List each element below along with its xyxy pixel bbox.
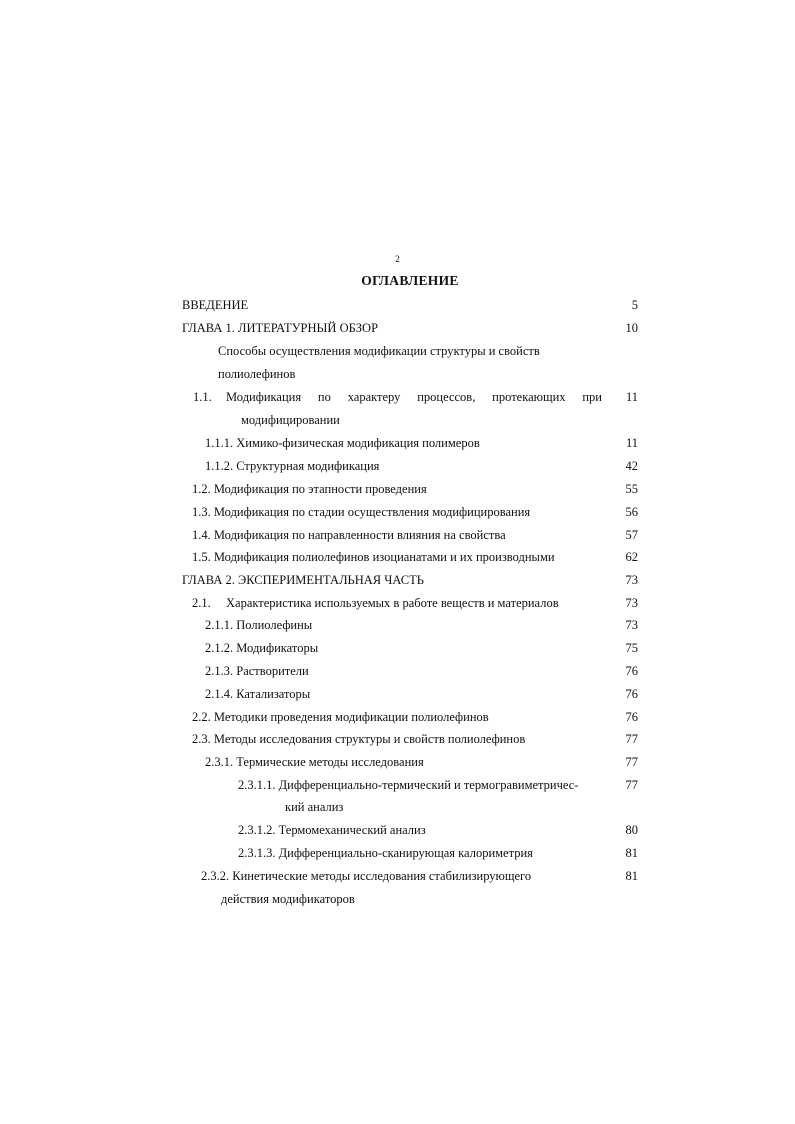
toc-page-chapter-2: 73 — [625, 573, 638, 587]
toc-entry-2-3-1-2: 2.3.1.2. Термомеханический анализ — [238, 823, 426, 837]
toc-entry-1-1-2: 1.1.2. Структурная модификация — [205, 459, 380, 473]
toc-entry-introduction: ВВЕДЕНИЕ — [182, 298, 249, 312]
toc-page-1-1-2: 42 — [625, 459, 638, 473]
toc-entry-2-1-number: 2.1. — [192, 596, 211, 610]
toc-entry-2-3-2-cont: действия модификаторов — [221, 892, 355, 906]
toc-entry-2-2: 2.2. Методики проведения модификации полиолефинов — [192, 710, 489, 724]
toc-entry-1-5: 1.5. Модификация полиолефинов изоцианатами и их производными — [192, 550, 555, 564]
page-number: 2 — [395, 254, 400, 264]
toc-page-1-1-1: 11 — [625, 436, 638, 450]
toc-page-introduction: 5 — [631, 298, 638, 312]
toc-page-2-1-1: 73 — [625, 618, 638, 632]
toc-page-chapter-1: 10 — [625, 321, 638, 335]
toc-page-2-1-2: 75 — [625, 641, 638, 655]
toc-entry-2-1-1: 2.1.1. Полиолефины — [205, 618, 313, 632]
toc-entry-1-2: 1.2. Модификация по этапности проведения — [192, 482, 427, 496]
toc-page-1-2: 55 — [625, 482, 638, 496]
toc-entry-2-3: 2.3. Методы исследования структуры и свойств полиолефинов — [192, 732, 526, 746]
toc-entry-1-1-1: 1.1.1. Химико-физическая модификация полимеров — [205, 436, 480, 450]
toc-entry-2-1-2: 2.1.2. Модификаторы — [205, 641, 319, 655]
toc-entry-2-3-1-1-cont: кий анализ — [285, 800, 344, 814]
toc-entry-2-3-1-1: 2.3.1.1. Дифференциально-термический и термогравиметричес- — [238, 778, 579, 792]
toc-entry-2-3-1: 2.3.1. Термические методы исследования — [205, 755, 424, 769]
toc-entry-1-3: 1.3. Модификация по стадии осуществления модифицирования — [192, 505, 531, 519]
toc-entry-methods-modification: Способы осуществления модификации структуры и свойств — [218, 344, 540, 358]
toc-page-2-3: 77 — [625, 732, 638, 746]
toc-entry-1-1: Модификация по характеру процессов, протекающих при — [226, 390, 602, 404]
toc-entry-1-4: 1.4. Модификация по направленности влияния на свойства — [192, 528, 506, 542]
toc-title: ОГЛАВЛЕНИЕ — [361, 273, 459, 288]
toc-entry-2-1-3: 2.1.3. Растворители — [205, 664, 309, 678]
toc-entry-1-1-number: 1.1. — [193, 390, 212, 404]
toc-page-1-3: 56 — [625, 505, 638, 519]
toc-page-2-3-1-1: 77 — [625, 778, 638, 792]
toc-page-2-1: 73 — [625, 596, 638, 610]
toc-page-1-1: 11 — [625, 390, 638, 404]
toc-page-2-2: 76 — [625, 710, 638, 724]
toc-entry-2-1: Характеристика используемых в работе веществ и материалов — [226, 596, 559, 610]
toc-page-2-3-2: 81 — [625, 869, 638, 883]
toc-entry-chapter-2: ГЛАВА 2. ЭКСПЕРИМЕНТАЛЬНАЯ ЧАСТЬ — [182, 573, 424, 587]
toc-entry-methods-modification-cont: полиолефинов — [218, 367, 296, 381]
toc-page-2-3-1-2: 80 — [625, 823, 638, 837]
toc-page-1-5: 62 — [625, 550, 638, 564]
toc-page-2-1-4: 76 — [625, 687, 638, 701]
toc-entry-2-3-1-3: 2.3.1.3. Дифференциально-сканирующая калориметрия — [238, 846, 533, 860]
toc-page-2-3-1: 77 — [625, 755, 638, 769]
toc-page-1-4: 57 — [625, 528, 638, 542]
toc-page-2-3-1-3: 81 — [625, 846, 638, 860]
toc-page-2-1-3: 76 — [625, 664, 638, 678]
toc-entry-2-3-2: 2.3.2. Кинетические методы исследования стабилизирующего — [201, 869, 532, 883]
toc-entry-2-1-4: 2.1.4. Катализаторы — [205, 687, 311, 701]
toc-entry-chapter-1: ГЛАВА 1. ЛИТЕРАТУРНЫЙ ОБЗОР — [182, 321, 379, 335]
toc-entry-1-1-cont: модифицировании — [241, 413, 340, 427]
